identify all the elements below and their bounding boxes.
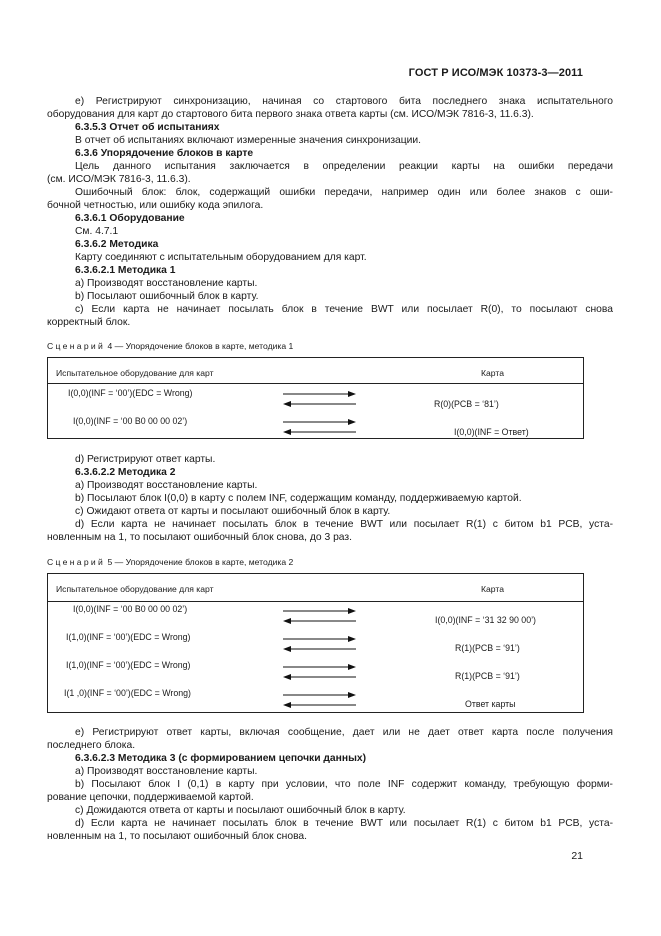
paragraph-goal-line2: (см. ИСО/МЭК 7816-3, 11.6.3). [47, 174, 191, 185]
scenario-5-row4-command: I(1 ,0)(INF = ‘00’)(EDC = Wrong) [64, 688, 191, 698]
document-header: ГОСТ Р ИСО/МЭК 10373-3—2011 [408, 67, 583, 79]
scenario-4-col-card: Карта [481, 368, 504, 378]
arrow-right-icon [283, 418, 356, 426]
scenario-5-caption-text: 5 — Упорядочение блоков в карте, методика 2 [107, 557, 294, 567]
list-item-c-line1: с) Если карта не начинает посылать блок в течение BWT или посылает R(0), то посылают снова [75, 304, 613, 315]
arrow-left-icon [283, 428, 356, 436]
list-item-d-line1: d) Если карта не начинает посылать блок в течение BWT или посылает R(1) с битом b1 PCB, уста- [75, 818, 613, 829]
paragraph-see: См. 4.7.1 [75, 226, 119, 237]
arrow-left-icon [283, 617, 356, 625]
paragraph-report: В отчет об испытаниях включают измеренные значения синхронизации. [75, 135, 422, 146]
arrow-left-icon [283, 701, 356, 709]
scenario-5-row1-command: I(0,0)(INF = ‘00 B0 00 00 02’) [73, 604, 188, 614]
scenario-4-row1-command: I(0,0)(INF = ‘00’)(EDC = Wrong) [68, 388, 193, 398]
arrow-right-icon [283, 635, 356, 643]
arrow-right-icon [283, 390, 356, 398]
scenario-5-caption [47, 557, 293, 568]
list-item-c: с) Дожидаются ответа от карты и посылают ошибочный блок в карту. [75, 805, 406, 816]
list-item-a: а) Производят восстановление карты. [75, 480, 258, 491]
scenario-5-row4-response: Ответ карты [465, 699, 516, 709]
scenario-5-row1-response: I(0,0)(INF = ‘31 32 90 00’) [435, 615, 536, 625]
scenario-4-caption-label: Сценарий [47, 341, 106, 351]
scenario-5-row2-command: I(1,0)(INF = ‘00’)(EDC = Wrong) [66, 632, 191, 642]
heading-6-3-6: 6.3.6 Упорядочение блоков в карте [75, 148, 254, 159]
list-item-b: b) Посылают блок I(0,0) в карту с полем INF, содержащим команду, поддерживаемую картой. [75, 493, 522, 504]
heading-6-3-6-2-3: 6.3.6.2.3 Методика 3 (с формированием цепочки данных) [75, 753, 367, 764]
paragraph-error-line2: бочной четностью, или ошибку кода эпилога. [47, 200, 264, 211]
scenario-4-col-equipment: Испытательное оборудование для карт [56, 368, 214, 378]
arrow-left-icon [283, 400, 356, 408]
scenario-4-row2-command: I(0,0)(INF = ‘00 B0 00 00 02’) [73, 416, 188, 426]
heading-6-3-6-1: 6.3.6.1 Оборудование [75, 213, 185, 224]
heading-6-3-6-2-2: 6.3.6.2.2 Методика 2 [75, 467, 176, 478]
list-item-d: d) Регистрируют ответ карты. [75, 454, 216, 465]
paragraph-e-line2: оборудования для карт до стартового бита первого знака ответа карты (см. ИСО/МЭК 7816-3, 11.6.3). [47, 109, 534, 120]
arrow-left-icon [283, 673, 356, 681]
paragraph-goal-line1: Цель данного испытания заключается в определении реакции карты на ошибки передачи [75, 161, 613, 172]
list-item-d-line1: d) Если карта не начинает посылать блок в течение BWT или посылает R(1) с битом b1 PCB, уста- [75, 519, 613, 530]
scenario-5-row2-response: R(1)(PCB = ‘91’) [455, 643, 520, 653]
list-item-b-line2: рование цепочки, поддерживаемой картой. [47, 792, 254, 803]
heading-6-3-5-3: 6.3.5.3 Отчет об испытаниях [75, 122, 220, 133]
list-item-c: с) Ожидают ответа от карты и посылают ошибочный блок в карту. [75, 506, 391, 517]
heading-6-3-6-2: 6.3.6.2 Методика [75, 239, 159, 250]
list-item-b-line1: b) Посылают блок I (0,1) в карту при условии, что поле INF содержит команду, требующую форми- [75, 779, 613, 790]
list-item-a: а) Производят восстановление карты. [75, 278, 258, 289]
heading-6-3-6-2-1: 6.3.6.2.1 Методика 1 [75, 265, 176, 276]
scenario-5-col-equipment: Испытательное оборудование для карт [56, 584, 214, 594]
list-item-b: b) Посылают ошибочный блок в карту. [75, 291, 259, 302]
list-item-d-line2: новленным на 1, то посылают ошибочный блок снова, до 3 раз. [47, 532, 352, 543]
scenario-4-caption [47, 341, 293, 352]
arrow-left-icon [283, 645, 356, 653]
list-item-c-line2: корректный блок. [47, 317, 131, 328]
paragraph-e-line1: е) Регистрируют синхронизацию, начиная со стартового бита последнего знака испытательного [75, 96, 613, 107]
arrow-right-icon [283, 691, 356, 699]
paragraph-connect: Карту соединяют с испытательным оборудованием для карт. [75, 252, 367, 263]
scenario-5-table [47, 573, 584, 713]
scenario-4-row2-response: I(0,0)(INF = Ответ) [454, 427, 529, 437]
paragraph-error-line1: Ошибочный блок: блок, содержащий ошибки передачи, например один или более знаков с оши- [75, 187, 613, 198]
scenario-4-table-header [48, 358, 583, 384]
list-item-e-line2: последнего блока. [47, 740, 136, 751]
page-number: 21 [571, 850, 583, 862]
scenario-5-table-header [48, 574, 583, 602]
list-item-d-line2: новленным на 1, то посылают ошибочный блок снова. [47, 831, 308, 842]
list-item-e-line1: е) Регистрируют ответ карты, включая сообщение, дает или не дает ответ карта после получения [75, 727, 613, 738]
scenario-4-caption-text: 4 — Упорядочение блоков в карте, методика 1 [107, 341, 294, 351]
scenario-4-table [47, 357, 584, 439]
scenario-5-row3-command: I(1,0)(INF = ‘00’)(EDC = Wrong) [66, 660, 191, 670]
scenario-5-col-card: Карта [481, 584, 504, 594]
scenario-4-row1-response: R(0)(PCB = ‘81’) [434, 399, 499, 409]
arrow-right-icon [283, 607, 356, 615]
arrow-right-icon [283, 663, 356, 671]
list-item-a: а) Производят восстановление карты. [75, 766, 258, 777]
scenario-5-row3-response: R(1)(PCB = ‘91’) [455, 671, 520, 681]
scenario-5-caption-label: Сценарий [47, 557, 106, 567]
